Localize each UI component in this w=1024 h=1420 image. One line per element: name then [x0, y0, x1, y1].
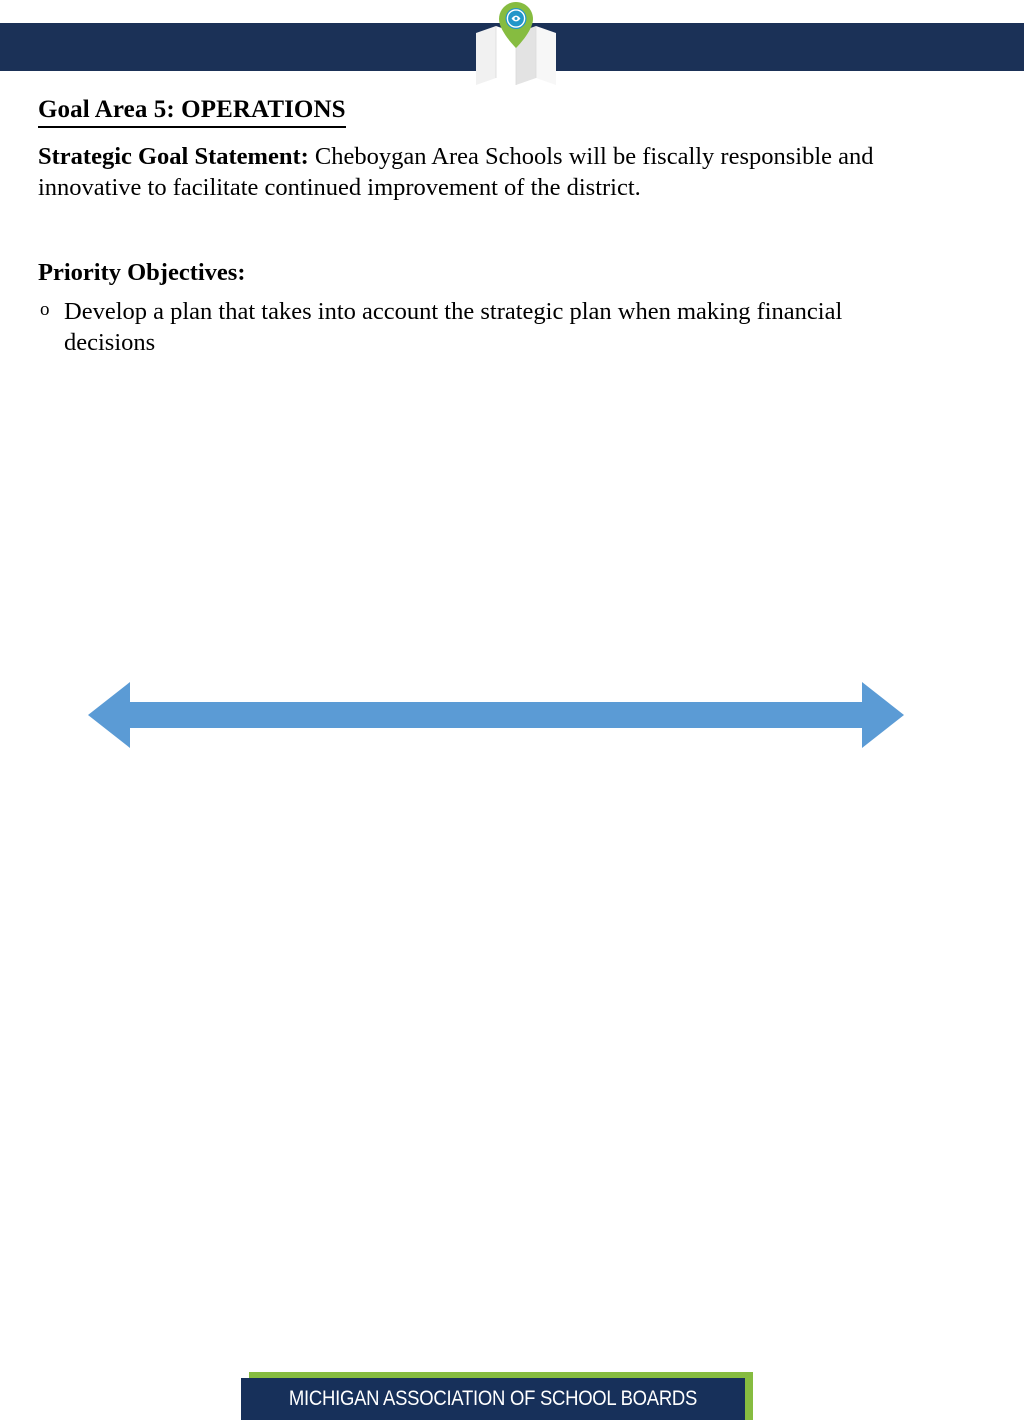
- strategic-goal-statement: [38, 141, 983, 204]
- list-item-label: Develop a plan that takes into account the strategic plan when making financial decisions: [64, 297, 843, 357]
- bullet-circle-icon: o: [40, 298, 50, 320]
- folded-map-with-location-pin-graphic: [470, 0, 562, 92]
- strategic-goal-statement-label: Strategic Goal Statement:: [38, 142, 309, 170]
- slide-content: [38, 96, 988, 359]
- list-item: [38, 296, 934, 359]
- page-title: Goal Area 5: OPERATIONS: [38, 96, 346, 128]
- footer-banner: [0, 668, 1024, 1410]
- footer-accent-right: [745, 1372, 753, 1420]
- double-headed-arrow-icon: [88, 680, 904, 755]
- organization-name: MICHIGAN ASSOCIATION OF SCHOOL BOARDS: [288, 1387, 698, 1410]
- priority-objectives-list: [38, 296, 988, 359]
- priority-objectives-heading: Priority Objectives:: [38, 259, 246, 287]
- strategic-goal-statement-text: Cheboygan Area Schools will be fiscally responsible and innovative to facilitate continued improvement of the district.: [38, 142, 874, 202]
